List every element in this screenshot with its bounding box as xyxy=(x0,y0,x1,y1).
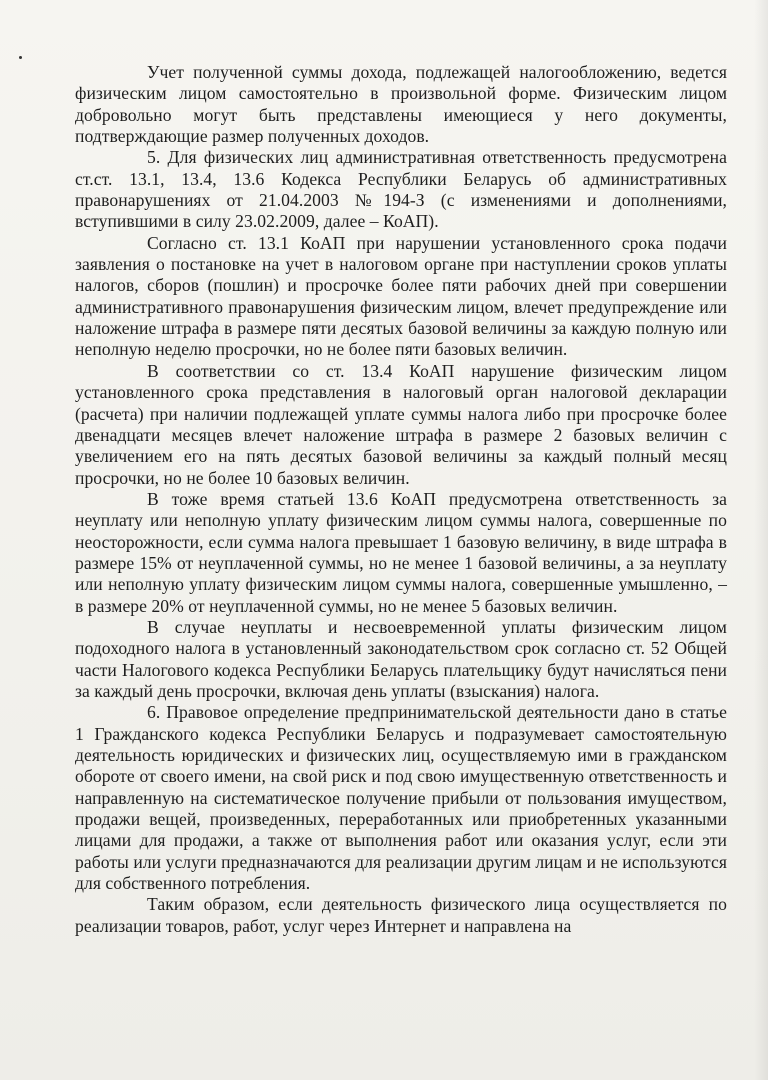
paragraph-conclusion: Таким образом, если деятельность физического лица осуществляется по реализации товаров, работ, услуг через Интернет и направлена на xyxy=(75,894,727,936)
scan-speck xyxy=(19,56,22,59)
document-body xyxy=(75,62,727,937)
paragraph-article-13-1: Согласно ст. 13.1 КоАП при нарушении установленного срока подачи заявления о постановке на учет в налоговом органе при наступлении сроков уплаты налогов, сборов (пошлин) и просрочке более пяти рабочих дней при совершении административного правонарушения физическим лицом, влечет предупреждение или наложение штрафа в размере пяти десятых базовой величины за каждую полную или неполную неделю просрочки, но не более пяти базовых величин. xyxy=(75,232,727,360)
paragraph-entrepreneurship-definition: 6. Правовое определение предпринимательской деятельности дано в статье 1 Гражданского кодекса Республики Беларусь и подразумевает самостоятельную деятельность юридических и физических лиц, осуществляемую ими в гражданском обороте от своего имени, на свой риск и под свою имущественную ответственность и направленную на систематическое получение прибыли от пользования имуществом, продажи вещей, произведенных, переработанных или приобретенных указанными лицами для продажи, а также от выполнения работ или оказания услуг, если эти работы или услуги предназначаются для реализации другим лицам и не используются для собственного потребления. xyxy=(75,702,727,894)
paragraph-administrative-liability: 5. Для физических лиц административная ответственность предусмотрена ст.ст. 13.1, 13.4, 13.6 Кодекса Республики Беларусь об административных правонарушениях от 21.04.2003 №194-З (с изменениями и дополнениями, вступившими в силу 23.02.2009, далее – КоАП). xyxy=(75,147,727,232)
paragraph-penalties: В случае неуплаты и несвоевременной уплаты физическим лицом подоходного налога в установленный законодательством срок согласно ст. 52 Общей части Налогового кодекса Республики Беларусь плательщику будут начисляться пени за каждый день просрочки, включая день уплаты (взыскания) налога. xyxy=(75,616,727,701)
paragraph-income-accounting: Учет полученной суммы дохода, подлежащей налогообложению, ведется физическим лицом самостоятельно в произвольной форме. Физическим лицом добровольно могут быть представлены имеющиеся у него документы, подтверждающие размер полученных доходов. xyxy=(75,62,727,147)
paragraph-article-13-6: В тоже время статьей 13.6 КоАП предусмотрена ответственность за неуплату или неполную уплату физическим лицом суммы налога, совершенные по неосторожности, если сумма налога превышает 1 базовую величину, в виде штрафа в размере 15% от неуплаченной суммы, но не менее 1 базовой величины, а за неуплату или неполную уплату физическим лицом суммы налога, совершенные умышленно, – в размере 20% от неуплаченной суммы, но не менее 5 базовых величин. xyxy=(75,488,727,616)
scan-edge-shadow xyxy=(754,0,768,1080)
paragraph-article-13-4: В соответствии со ст. 13.4 КоАП нарушение физическим лицом установленного срока представления в налоговый орган налоговой декларации (расчета) при наличии подлежащей уплате суммы налога либо при просрочке более двенадцати месяцев влечет наложение штрафа в размере 2 базовых величин с увеличением его на пять десятых базовой величины за каждый полный месяц просрочки, но не более 10 базовых величин. xyxy=(75,360,727,488)
